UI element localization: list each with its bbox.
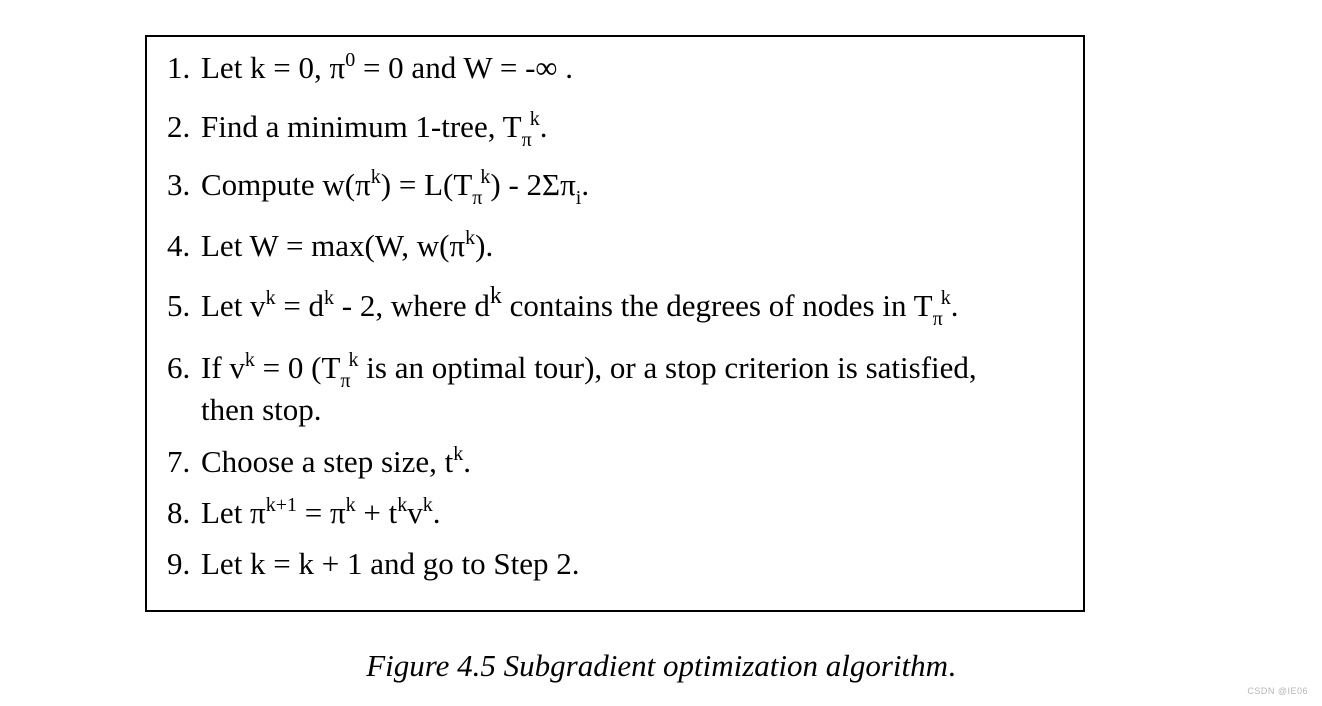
- step-6-continuation: then stop.: [201, 392, 322, 427]
- watermark: CSDN @IE06: [1247, 686, 1308, 696]
- step-number: 1.: [167, 50, 191, 85]
- step-6: 6. If $v^k = 0$ ($T_\pi^k$ is an optimal tour), or a stop criterion is satisfied, then stop.: [167, 349, 977, 427]
- step-5: 5. Let $v^k = d^k - 2$, where $d^k$ contains the degrees of nodes in $T_\pi^k$.: [167, 283, 959, 330]
- step-8: 8. Let $\pi^{k+1} = \pi^k + t^kv^k$.: [167, 494, 441, 530]
- step-1: 1. Let k = 0, $\pi^0 = 0$ and W = -∞ .: [167, 49, 573, 85]
- step-4: 4. Let W = max(W, $w(\pi^k)$.: [167, 227, 494, 263]
- step-number: 9.: [167, 546, 191, 581]
- algorithm-box: [145, 35, 1085, 612]
- step-number: 8.: [167, 495, 191, 530]
- caption-text: Figure 4.5 Subgradient optimization algorithm: [366, 648, 949, 683]
- step-number: 2.: [167, 109, 191, 144]
- step-number: 5.: [167, 288, 191, 323]
- step-number: 7.: [167, 444, 191, 479]
- step-number: 6.: [167, 350, 191, 385]
- step-number: 4.: [167, 228, 191, 263]
- step-2: 2. Find a minimum 1-tree, $T_\pi^k$.: [167, 108, 548, 151]
- figure-caption: Figure 4.5 Subgradient optimization algorithm.: [366, 648, 956, 683]
- step-number: 3.: [167, 167, 191, 202]
- step-9: 9. Let k = k + 1 and go to Step 2.: [167, 546, 580, 581]
- step-7: 7. Choose a step size, $t^k$.: [167, 443, 472, 479]
- step-3: 3. Compute $w(\pi^k) = L(T_\pi^k) - 2\Sigma\pi_i$.: [167, 166, 590, 209]
